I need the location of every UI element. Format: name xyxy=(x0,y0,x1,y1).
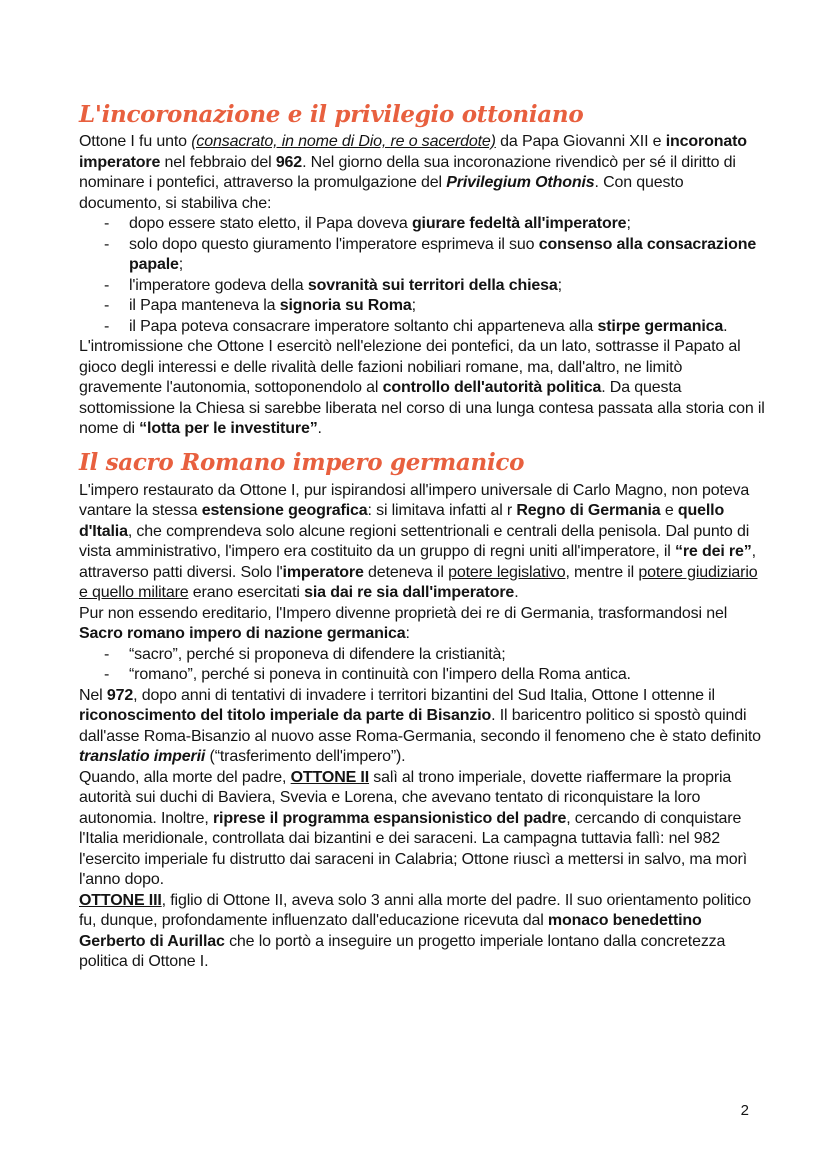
section-title-incoronazione: L'incoronazione e il privilegio ottoniano xyxy=(79,101,584,128)
section-title-sacro-romano-impero: Il sacro Romano impero germanico xyxy=(79,448,525,476)
list-item: - l'imperatore godeva della sovranità sui territori della chiesa; xyxy=(129,276,769,297)
paragraph-ottone-unto: Ottone I fu unto (consacrato, in nome di Dio, re o sacerdote) da Papa Giovanni XII e incoronato imperatore nel febbraio del 962. Nel giorno della sua incoronazione rivendicò per sé il diritto di nominare i pontefici, attraverso la promulgazione del Privilegium Othonis. Con questo documento, si stabiliva che: xyxy=(79,133,747,212)
page-number: 2 xyxy=(740,1102,749,1119)
paragraph-non-ereditario: Pur non essendo ereditario, l'Impero divenne proprietà dei re di Germania, trasformandosi nel Sacro romano impero di nazione germanica: xyxy=(79,604,728,642)
list-item: - solo dopo questo giuramento l'imperatore esprimeva il suo consenso alla consacrazione papale; xyxy=(129,235,769,276)
document-page xyxy=(79,100,769,973)
sacro-romano-list xyxy=(79,645,769,686)
paragraph-intromissione: L'intromissione che Ottone I esercitò nell'elezione dei pontefici, da un lato, sottrasse il Papato al gioco degli interessi e delle rivalità delle fazioni nobiliari romane, ma, dall'altro, ne limitò gravemente l'autonomia, sottoponendolo al controllo dell'autorità politica. Da questa sottomissione la Chiesa si sarebbe liberata nel corso di una lunga contesa passata alla storia con il nome di “lotta per le investiture”. xyxy=(79,338,765,437)
paragraph-972: Nel 972, dopo anni di tentativi di invadere i territori bizantini del Sud Italia, Ottone I ottenne il riconoscimento del titolo imperiale da parte di Bisanzio. Il baricentro politico si spostò quindi dall'asse Roma-Bisanzio al nuovo asse Roma-Germania, secondo il fenomeno che è stato definito translatio imperii (“trasferimento dell'impero”). xyxy=(79,686,761,765)
list-item: - il Papa manteneva la signoria su Roma; xyxy=(129,296,769,317)
paragraph-ottone-ii: Quando, alla morte del padre, OTTONE II salì al trono imperiale, dovette riaffermare la propria autorità sui duchi di Baviera, Svevia e Lorena, che avevano tentato di riconquistare la loro autonomia. Inoltre, riprese il programma espansionistico del padre, cercando di conquistare l'Italia meridionale, controllata dai bizantini e dei saraceni. La campagna tuttavia fallì: nel 982 l'esercito imperiale fu distrutto dai saraceni in Calabria; Ottone riuscì a mettersi in salvo, ma morì l'anno dopo. xyxy=(79,768,748,888)
list-item: - “sacro”, perché si proponeva di difendere la cristianità; xyxy=(129,645,769,666)
list-item: - “romano”, perché si poneva in continuità con l'impero della Roma antica. xyxy=(129,665,769,686)
privilegium-list xyxy=(79,214,769,337)
paragraph-impero-restaurato: L'impero restaurato da Ottone I, pur ispirandosi all'impero universale di Carlo Magno, non poteva vantare la stessa estensione geografica: si limitava infatti al r Regno di Germania e quello d'Italia, che comprendeva solo alcune regioni settentrionali e centrali della penisola. Dal punto di vista amministrativo, l'impero era costituito da un gruppo di regni uniti all'imperatore, il “re dei re”, attraverso patti diversi. Solo l'imperatore deteneva il potere legislativo, mentre il potere giudiziario e quello militare erano esercitati sia dai re sia dall'imperatore. xyxy=(79,481,758,601)
list-item: - il Papa poteva consacrare imperatore soltanto chi apparteneva alla stirpe germanica. xyxy=(129,317,769,338)
list-item: - dopo essere stato eletto, il Papa doveva giurare fedeltà all'imperatore; xyxy=(129,214,769,235)
paragraph-ottone-iii: OTTONE III, figlio di Ottone II, aveva solo 3 anni alla morte del padre. Il suo orientamento politico fu, dunque, profondamente influenzato dall'educazione ricevuta dal monaco benedettino Gerberto di Aurillac che lo portò a inseguire un progetto imperiale lontano dalla concretezza politica di Ottone I. xyxy=(79,891,752,970)
